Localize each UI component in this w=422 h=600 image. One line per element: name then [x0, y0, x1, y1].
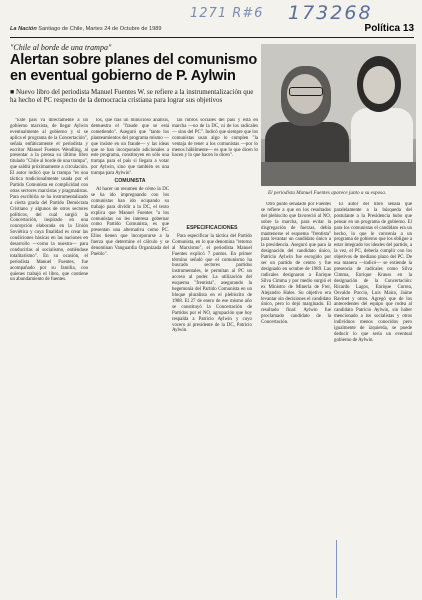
lead-text: Nuevo libro del periodista Manuel Fuentes W. se refiere a la instrumentalización que ha hecho el PC respecto de la democracia cristiana para lograr sus objetivos	[10, 88, 254, 104]
article-kicker: "Chile al borde de una trampa"	[10, 43, 112, 52]
column-5-text: Otro punto señalado por Fuentes se refiere a que en los resultados del plebiscito que favoreció al NO, sobre la marcha, para evitar la disgregación de fuerzas, debía mantenerse el esquema "frentista" para levantar un candidato único a la presidencia. Aseguró que para la designación del candidato único, Patricio Aylwin fue escogido por ser un partido de centro y fue designado en octubre de 1989. Las radicales designaron a Enrique Silva Cimma y por medio surgió el ex Ministro de Minería de Frei, Alejandro Hales. Su objetivo era levantar sin decisiones el candidato único, pero lo dejó marginado. El resultado final: Aylwin fue proclamado candidato de la Concertación.	[261, 202, 331, 326]
lead-bullet-icon: ■	[10, 88, 15, 96]
article-column-4	[172, 224, 252, 596]
date-line: Santiago de Chile, Martes 24 de Octubre de 1989	[38, 26, 162, 32]
newspaper-name: La Nación	[10, 26, 37, 32]
column-4-text: Para especificar la táctica del Partido Comunista, en lo que denomina "retorno al Marxismo", el periodista Manuel Fuentes explicó 7 puntos. En primer término señaló que el comunismo ha buscado sectores partidos instrumentales, le permitan al PC un acceso al poder. La utilización del esquema "frentista", asegurando la hegemonía del Partido Comunista en un bloque pluralista en el plebiscito de 1988. El 27 de enero de ese mismo año se constituyó la Concertación de Partidos por el NO, agrupación que hoy respalda a Patricio Aylwin y cuyo vocero al presidente de la DC, Patricio Aylwin.	[172, 233, 252, 334]
section-label: Política 13	[364, 23, 414, 34]
article-column-1	[10, 118, 88, 586]
column-1-text: "Este país va directamente a un gobierno marxista, de llegar Aylwin eventualmente al gobierno y si se aplica el programa de la Concertación", señala enfáticamente el periodista y escritor Manuel Fuentes Wendling, al presentar a la prensa su último libro titulado "Chile al borde de una trampa", que saldrá próximamente a circulación. El autor indicó que la trampa "es una táctica tradicionalmente usada por el Partido Comunista en complicidad con otras sectores marxistas y pragmatistas. Para escribirla se ha instrumentalizado a cierta grada del Partido Demócrata Cristiano y algunos de otros sectores políticos, del cual surgió la Concertación, inspirado en una concepción elaborada en la Unión Soviética y cuya finalidad es crear las condiciones básicas en las naciones en desarrollo —como la nuestra— para conducirlas al socialismo, entiéndase totalitarismo". En su ocasión, el periodista Manuel Fuentes, fue acompañado por su familia, con quienes trabajó el libro, que contiene un abundamiento de fuentes.	[10, 118, 88, 283]
article-column-6	[334, 202, 412, 598]
margin-pen-mark	[336, 540, 415, 598]
photo-table	[261, 162, 416, 186]
article-column-5	[261, 202, 331, 598]
header-rule	[10, 37, 414, 38]
photo-woman-face	[363, 66, 395, 104]
handwritten-archive-number: 173268	[288, 2, 373, 24]
photo-caption: El periodista Manuel Fuentes aparece junto a su esposa.	[268, 190, 387, 196]
handwritten-reference: 1271 R#6	[190, 6, 264, 21]
column-3-text: las rubros sociales del país y está en marcha —no de la DC, ni de los radicales— sino del PC". Indicó que siempre que los comunistas usan algo lo cumplen "la ventaja de tener a los comunistas —por lo menos hábilmente— es que lo que dicen lo hacen y lo que hacen lo dicen".	[172, 118, 258, 159]
page-header	[10, 23, 414, 36]
article-column-2	[91, 118, 169, 301]
article-lead	[10, 89, 258, 104]
subhead-comunista: COMUNISTA	[114, 178, 146, 185]
article-column-3	[172, 118, 258, 220]
subhead-especificaciones: ESPECIFICACIONES	[186, 225, 238, 231]
article-photo	[261, 44, 416, 186]
article-headline: Alertan sobre planes del comunismo en eventual gobierno de P. Aylwin	[10, 52, 258, 84]
column-2b-text: Al hacer un resumen de cómo la DC se ha ido impregnando con los comunistas han ido ocupando su trabajo para dividir a la DC, el texto explica que Manuel Fuentes "a los comunistas no les interesa gobernar como Partido Comunista, es que presentan una alternativa como PC. Ellos tienen que incorporarse a la fuerza que determine el cálculo y se denominan Vanguardia Organizada del Pueblo".	[91, 186, 169, 257]
photo-glasses	[289, 87, 323, 96]
column-2-text: los, que tras un minucioso análisis, demuestra el "fraude que se está cometiendo". Aseguró que "tanto los planteamientos del programa mismo —que insiste en un fraude— y las ideas que se han incorporado adicionales a este programa, constituyen en sólo una trampa para el país si llegara a votar por Aylwin, sino que también es una trampa para Aylwin".	[91, 118, 169, 177]
column-6-text: El autor del libro señala que paralelamente a la búsqueda del postulante a la Presidencia hubo que pensar en un programa de gobierno. El para los comunistas el candidato era un hecho, lo que le convenía a un programa de gobierno que los obligue a estar integrado los ideales del partido, a la vez, el PC, debería cumplir con los objetivos de mediano plazo del PC. De esa manera —indicó— se extiende la presencia de radicales como Silva Cimma, Enrique Krauss en la designación de la Concertación: Ricardo Lagos, Enrique Correa, Osvaldo Puccio, Luis Maira, Jaime Ravinet y otros. Agregó que de los antecedentes del equipo que rodea al candidato Patricio Aylwin, sin haber mencionado a los socialistas y otros individuos menos conocidos pero igualmente de izquierda, se puede deducir lo que sería un eventual gobierno de Aylwin.	[334, 202, 412, 343]
